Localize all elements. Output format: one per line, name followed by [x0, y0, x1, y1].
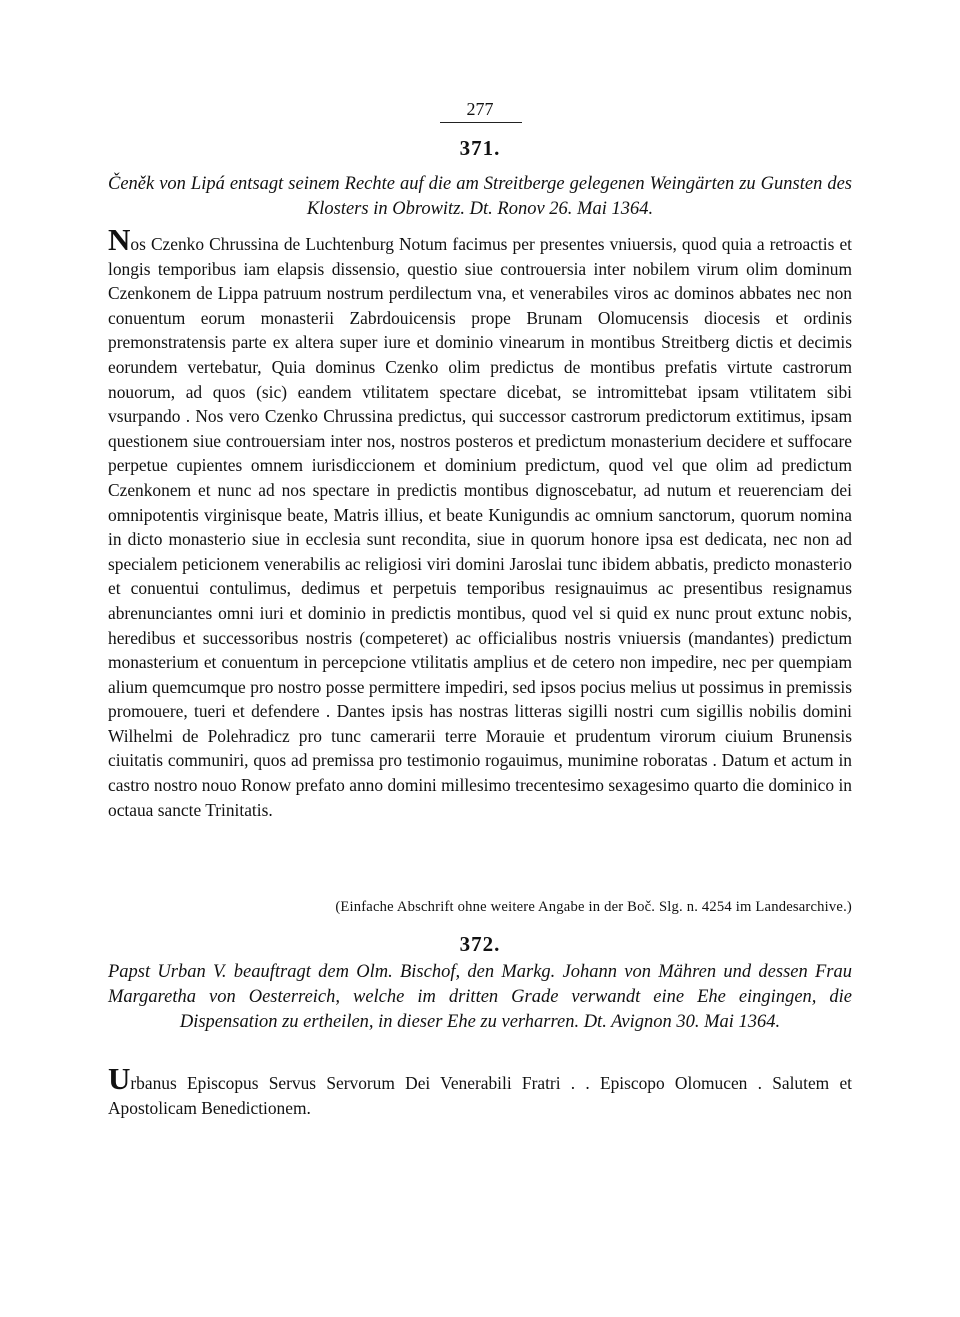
document-body: os Czenko Chrussina de Luchtenburg Notum facimus per presentes vniuersis, quod quia a retroactis et longis temporibus iam elapsis dissensio, questio siue controuersia inter nobilem virum olim dominum Czenkonem de Lippa patruum nostrum perdilectum vna, et venerabiles viros ac dominos abbates nec non conuentum eorum monasterii Zabrdouicensis prope Brunam Olomucensis diocesis et ordinis premonstratensis parte ex altera super iure et dominio vinearum in montibus Streitberg dictis et decimis eorundem vertebatur, Quia dominus Czenko olim predictus de montibus prefatis virtute castrorum nouorum, ad quos (sic) eandem vtilitatem spectare dicebat, se intromittebat ipsam vtilitatem sibi vsurpando . Nos vero Czenko Chrussina predictus, qui successor castrorum predictorum extitimus, ipsam questionem siue controuersiam inter nos, nostros posteros et predictum monasterium decidere et suffocare perpetue cupientes omnem iurisdiccionem et dominium predictum, quod vel que olim ad predictum Czenkonem et nunc ad nos spectare in predictis montibus dignoscebatur, ad nutum et reuerenciam dei omnipotentis virginisque beate, Matris illius, et beate Kunigundis ac omnium sanctorum, quorum nomina in dicto monasterio siue in ecclesia sunt recondita, siue in quorum honore ipsa est dedicata, nec non ad specialem peticionem venerabilis ac religiosi viri domini Jaroslai tunc ibidem abbatis, predicto monasterio et conuentui contulimus, dedimus et perpetuis temporibus resignauimus ac presentibus resignamus abrenunciantes omni iuri et dominio in predictis montibus, quod vel si quid ex nunc prout extunc nobis, heredibus et successoribus nostris (competeret) ac officialibus nostris vniuersis (mandantes) predictum monasterium et conuentum in percepcione vtilitatis amplius et de cetero non impedire, nec per quempiam alium quemcumque pro nostro posse permittere impediri, sed ipsos pocius melius ut possimus in premissis promouere, tueri et defendere . Dantes ipsis has nostras litteras sigilli nostri cum sigillis nobilis domini Wilhelmi de Polehradicz pro tunc camerarii terre Morauie et prudentum virorum ciuium Brunensis ciuitatis communiri, quos ad premissa pro testimonio rogauimus, munimine roboratas . Datum et actum in castro nostro nouo Ronow prefato anno domini millesimo trecentesimo sexagesimo quarto die dominico in octaua sancte Trinitatis. [108, 234, 852, 820]
document-number: 372. [459, 932, 501, 956]
document-regest: Čeněk von Lipá entsagt seinem Rechte auf die am Streitberge gelegenen Weingärten zu Gunsten des Klosters in Obrowitz. Dt. Ronov 26. Mai 1364. [108, 174, 852, 219]
document-text [108, 222, 852, 822]
page-number: 277 [466, 99, 494, 119]
document-number: 371. [459, 136, 501, 160]
document-text [108, 1061, 852, 1120]
header-rule [440, 122, 522, 123]
document-regest: Papst Urban V. beauftragt dem Olm. Bischof, den Markg. Johann von Mähren und dessen Frau Margaretha von Oesterreich, welche im dritten Grade verwandt eine Ehe eingingen, die Dispensation zu ertheilen, in dieser Ehe zu verharren. Dt. Avignon 30. Mai 1364. [108, 962, 852, 1032]
initial-letter: N [108, 222, 131, 257]
document-body: rbanus Episcopus Servus Servorum Dei Venerabili Fratri . . Episcopo Olomucen . Salutem et Apostolicam Benedictionem. [108, 1073, 852, 1118]
source-note: (Einfache Abschrift ohne weitere Angabe in der Boč. Slg. n. 4254 im Landesarchive.) [335, 899, 852, 915]
initial-letter: U [108, 1061, 131, 1096]
